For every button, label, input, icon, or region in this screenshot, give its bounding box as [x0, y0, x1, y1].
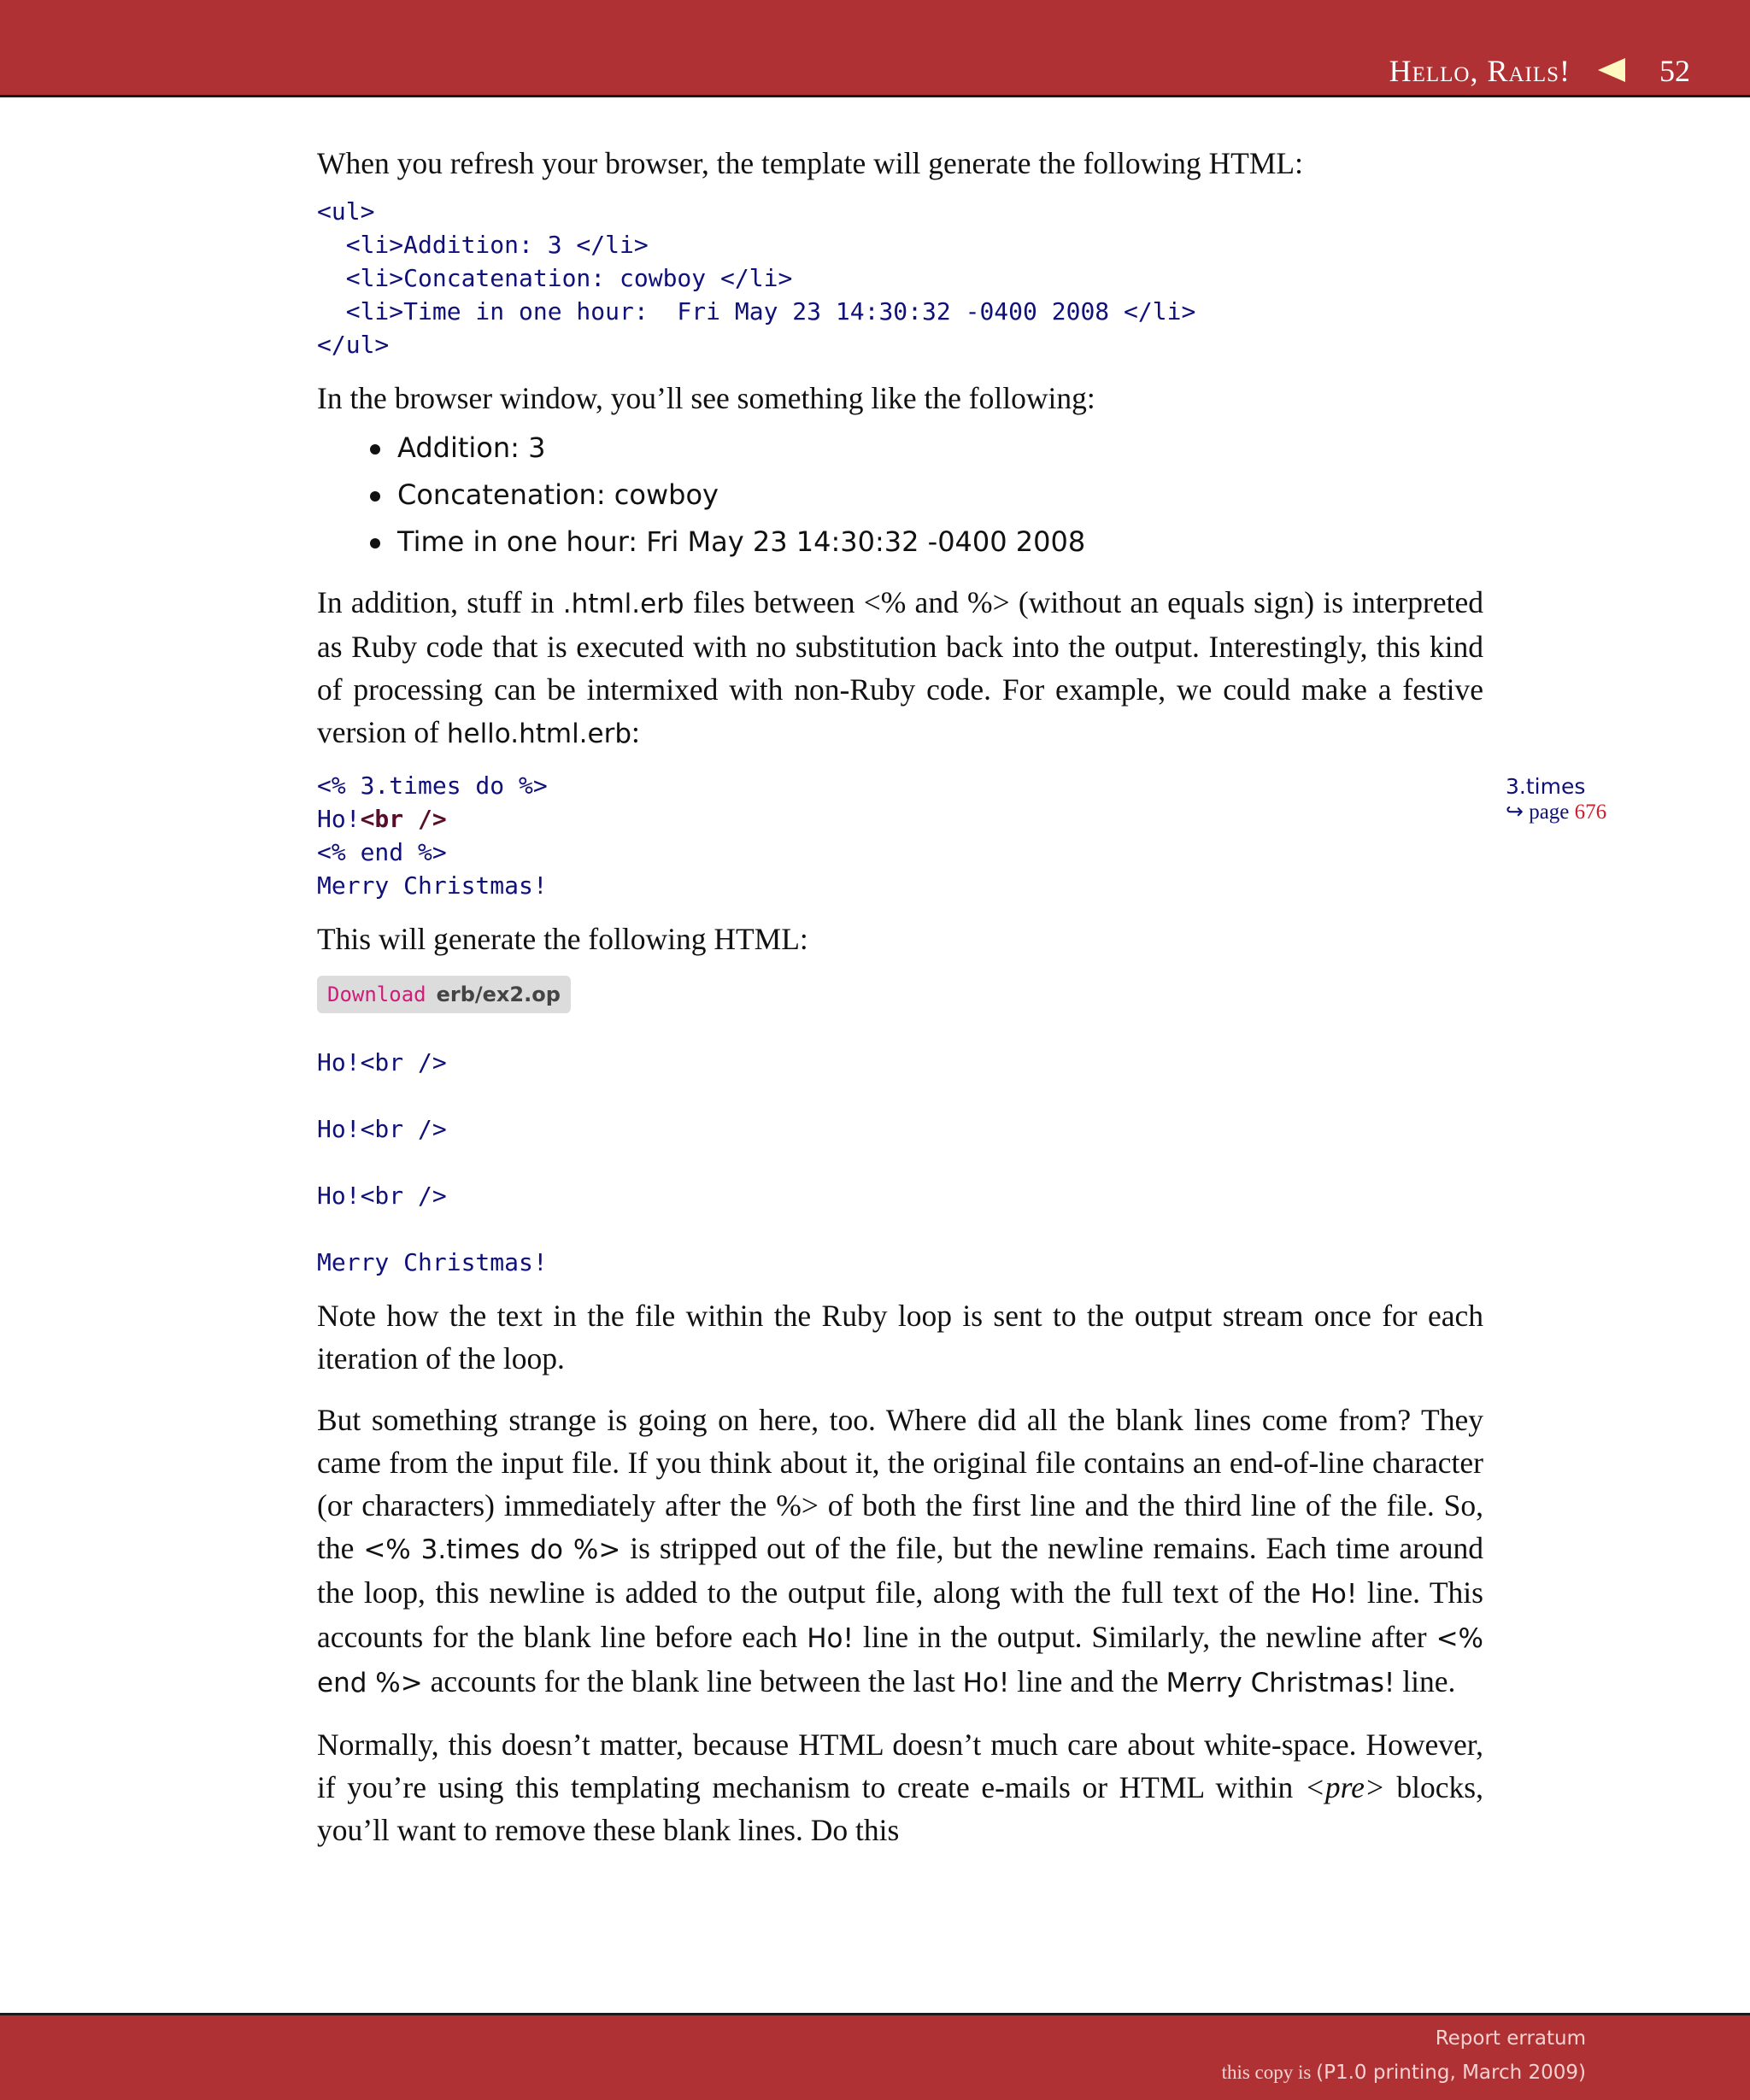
code-line: Ho!<br /> — [317, 1115, 447, 1143]
code-block-erb-loop — [317, 769, 1483, 902]
code-line: Merry Christmas! — [317, 1248, 548, 1276]
paragraph-4: This will generate the following HTML: — [317, 922, 808, 956]
page-ref-number: 676 — [1574, 801, 1607, 824]
paragraph-5: Note how the text in the file within the Ruby loop is sent to the output stream once for each iteration of the loop. — [317, 1299, 1483, 1376]
paragraph-6 — [317, 1399, 1483, 1704]
inline-code: <% end %> — [317, 1623, 1483, 1698]
download-label: Download — [327, 983, 426, 1006]
page-number: 52 — [1659, 54, 1690, 88]
text-run: blocks, you’ll want to remove these blank lines. Do this — [317, 1770, 1483, 1847]
download-link[interactable] — [317, 976, 571, 1013]
inline-code: Ho! — [807, 1623, 854, 1654]
bullet-list — [317, 425, 1483, 566]
code-line: <li>Concatenation: cowboy </li> — [317, 264, 793, 292]
paragraph-1: When you refresh your browser, the template will generate the following HTML: — [317, 146, 1303, 180]
download-row — [317, 976, 1483, 1013]
code-line: <% end %> — [317, 838, 447, 866]
text-run: But something strange is going on here, too. Where did all the blank lines come from? They came from the input file. If you think about it, the original file contains an end-of-line character (or characters) immediately after the %> of both the first line and the third line of the file. So, the — [317, 1403, 1483, 1565]
paragraph-7 — [317, 1723, 1483, 1851]
code-block-html-list — [317, 195, 1483, 361]
code-line — [317, 1146, 1483, 1179]
inline-code: Ho! — [962, 1668, 1010, 1698]
text-run: Normally, this doesn’t matter, because HTML doesn’t much care about white-space. However, if you’re using this templating mechanism to create e-mails or HTML within — [317, 1728, 1483, 1804]
inline-code: Merry Christmas! — [1166, 1668, 1395, 1698]
text-run: files between <% and %> (without an equals sign) is interpreted as Ruby code that is executed with no substitution back into the output. Interestingly, this kind of processing can be intermixed with non-Ruby code. For example, we could make a festive version of — [317, 585, 1483, 749]
code-text: Ho! — [317, 805, 361, 833]
code-line — [317, 802, 1483, 836]
text-run: is stripped out of the file, but the newline remains. Each time around the loop, this newline is added to the output file, along with the full text of the — [317, 1531, 1483, 1610]
code-line: <li>Time in one hour: Fri May 23 14:30:32 -0400 2008 </li> — [317, 297, 1196, 326]
inline-code: Ho! — [1310, 1579, 1358, 1610]
code-line: Merry Christmas! — [317, 871, 548, 900]
download-path: erb/ex2.op — [436, 983, 561, 1006]
copy-prefix: this copy is — [1221, 2062, 1312, 2083]
margin-cross-reference[interactable] — [1506, 774, 1606, 825]
text-run: line in the output. Similarly, the newline after — [853, 1620, 1436, 1654]
text-run: In addition, stuff in — [317, 585, 563, 619]
filename: hello.html.erb — [446, 719, 632, 749]
inline-code: <% 3.times do %> — [363, 1534, 621, 1565]
text-run: accounts for the blank line between the last — [422, 1664, 963, 1698]
margin-term: 3.times — [1506, 774, 1586, 799]
inline-tag: <pre> — [1304, 1770, 1385, 1804]
printing-info: (P1.0 printing, March 2009) — [1316, 2062, 1586, 2084]
code-tag: <br /> — [360, 805, 447, 833]
code-block-output — [317, 1046, 1483, 1279]
list-item: Addition: 3 — [317, 425, 1483, 472]
text-run: line. — [1395, 1664, 1456, 1698]
text-run: : — [631, 715, 640, 749]
text-run: line and the — [1009, 1664, 1166, 1698]
code-line — [317, 1079, 1483, 1112]
code-line — [317, 1212, 1483, 1246]
code-line: Ho!<br /> — [317, 1048, 447, 1076]
hook-arrow-icon: ↪ — [1506, 801, 1524, 824]
running-title: Hello, Rails! — [1389, 54, 1571, 88]
code-line: <% 3.times do %> — [317, 771, 548, 800]
list-item: Time in one hour: Fri May 23 14:30:32 -0400 2008 — [317, 519, 1483, 566]
code-line: </ul> — [317, 331, 390, 359]
report-erratum-link[interactable]: Report erratum — [1435, 2027, 1586, 2050]
copy-info — [1222, 2062, 1586, 2084]
page-label: page — [1529, 801, 1570, 824]
code-line: <li>Addition: 3 </li> — [317, 231, 649, 259]
paragraph-2: In the browser window, you’ll see something like the following: — [317, 381, 1095, 415]
page-footer — [0, 2013, 1750, 2100]
margin-page-ref — [1506, 800, 1606, 825]
filename: .html.erb — [562, 589, 684, 619]
code-line: Ho!<br /> — [317, 1182, 447, 1210]
page-header — [0, 0, 1750, 97]
triangle-left-icon[interactable] — [1598, 58, 1625, 82]
code-line: <ul> — [317, 197, 375, 226]
text-run: line. This accounts for the blank line before each — [317, 1575, 1483, 1654]
page-content — [317, 137, 1483, 1851]
paragraph-3 — [317, 581, 1483, 755]
list-item: Concatenation: cowboy — [317, 472, 1483, 519]
